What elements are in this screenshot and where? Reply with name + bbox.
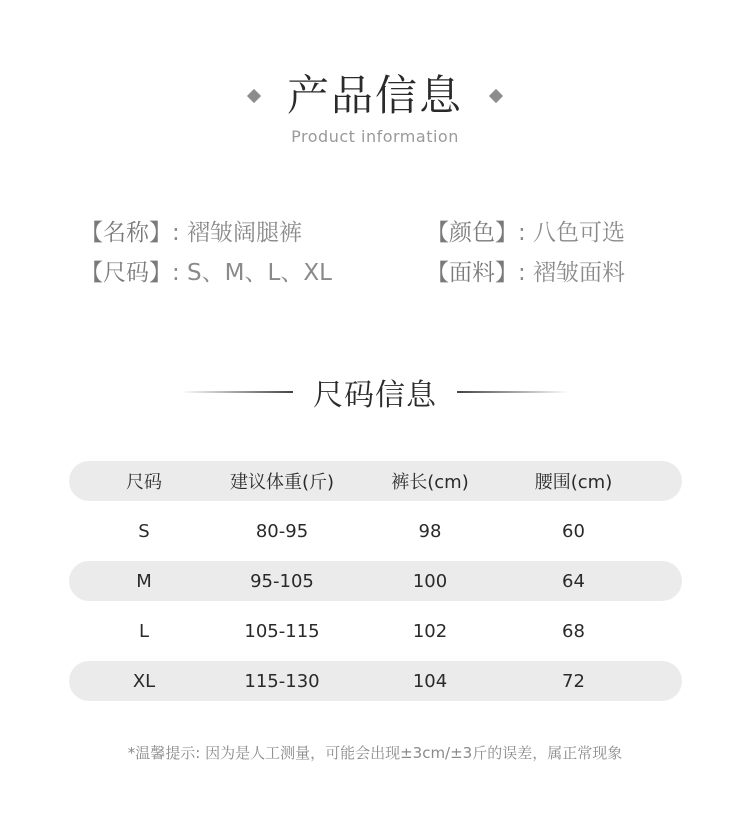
info-name-key: 【名称】 <box>80 220 172 246</box>
table-header-cell: 建议体重(斤) <box>229 472 335 493</box>
table-cell: 80-95 <box>255 520 309 542</box>
info-size-key: 【尺码】 <box>80 260 172 286</box>
table-row <box>69 661 682 701</box>
table-header-cell: 腰围(cm) <box>534 472 613 493</box>
divider-line <box>181 391 293 393</box>
size-section-header <box>0 370 750 414</box>
diamond-icon <box>247 89 261 103</box>
table-cell: 68 <box>562 620 585 642</box>
table-cell: 100 <box>412 570 448 592</box>
table-cell: 98 <box>418 520 442 542</box>
page-title: 产品信息 <box>286 71 463 120</box>
measurement-note: *温馨提示: 因为是人工测量，可能会出现±3cm/±3斤的误差，属正常现象 <box>127 744 623 762</box>
table-row <box>69 561 682 601</box>
info-name-value: : 褶皱阔腿裤 <box>172 220 303 246</box>
table-header-cell: 裤长(cm) <box>391 472 469 493</box>
info-material-value: : 褶皱面料 <box>518 260 626 286</box>
table-cell: 104 <box>412 670 448 692</box>
table-cell: L <box>138 620 150 642</box>
page-header <box>0 68 750 124</box>
info-color <box>426 214 625 247</box>
table-cell: 102 <box>412 620 448 642</box>
info-material-key: 【面料】 <box>426 260 518 286</box>
info-size-value: : S、M、L、XL <box>172 260 332 286</box>
table-row <box>69 511 682 551</box>
table-cell: 95-105 <box>250 570 314 592</box>
info-material <box>426 254 625 287</box>
table-cell: 115-130 <box>244 670 320 692</box>
divider-line <box>457 391 569 393</box>
size-section-title: 尺码信息 <box>313 378 437 413</box>
table-cell: S <box>138 520 150 542</box>
diamond-icon <box>489 89 503 103</box>
table-cell: 105-115 <box>244 620 320 642</box>
info-size <box>80 254 332 287</box>
table-cell: 60 <box>562 520 585 542</box>
size-table <box>69 461 682 711</box>
table-cell: 72 <box>562 670 585 692</box>
info-color-value: : 八色可选 <box>518 220 626 246</box>
page-subtitle: Product information <box>291 127 459 146</box>
info-color-key: 【颜色】 <box>426 220 518 246</box>
table-header-row <box>69 461 682 501</box>
table-cell: 64 <box>562 570 585 592</box>
info-name <box>80 214 302 247</box>
table-cell: M <box>136 570 152 592</box>
table-row <box>69 611 682 651</box>
table-cell: XL <box>132 670 156 692</box>
table-header-cell: 尺码 <box>126 472 162 493</box>
